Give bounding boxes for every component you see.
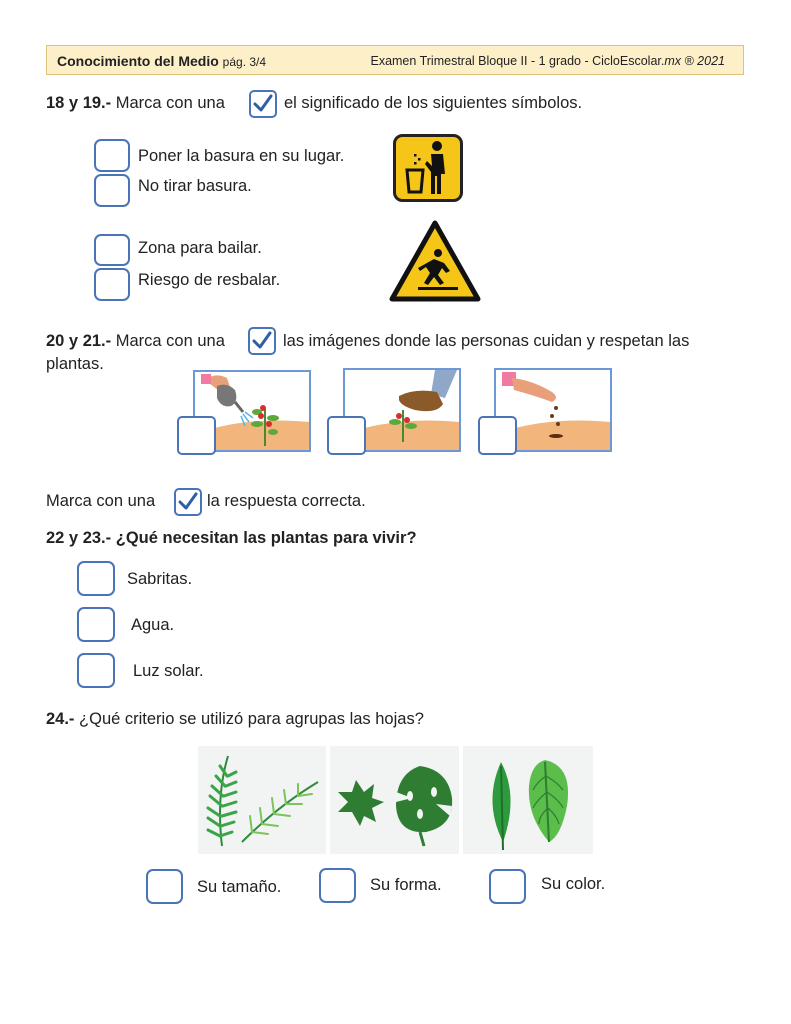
trash-bin-sign-icon [393, 134, 463, 202]
question-20-21: 20 y 21.- Marca con una [46, 332, 225, 350]
checked-checkbox-icon [174, 488, 202, 516]
leaf-group-green-leaves [463, 746, 593, 854]
checkbox-picture-2[interactable] [327, 416, 366, 455]
instruction-text-after: la respuesta correcta. [207, 492, 366, 510]
question-18-19: 18 y 19.- Marca con una [46, 94, 225, 112]
instruction-text: Marca con una [46, 492, 156, 510]
question-number: 20 y 21.- [46, 332, 112, 350]
checkbox-option-sabritas[interactable] [77, 561, 115, 596]
option-label: Luz solar. [133, 662, 204, 680]
question-text: ¿Qué criterio se utilizó para agrupas las hojas? [79, 710, 424, 728]
option-label: No tirar basura. [138, 177, 252, 195]
question-text: las imágenes donde las personas cuidan y respetan las [283, 332, 690, 350]
checkbox-option-agua[interactable] [77, 607, 115, 642]
option-label: Sabritas. [127, 570, 193, 588]
leaf-group-monstera [330, 746, 459, 854]
question-22-23 [46, 529, 417, 548]
checkbox-option-no-tirar[interactable] [94, 174, 130, 207]
checkbox-option-forma[interactable] [319, 868, 356, 903]
question-number: 24.- [46, 710, 75, 728]
option-label: Agua. [131, 616, 175, 634]
checkbox-option-tamano[interactable] [146, 869, 183, 904]
site-suffix: mx ® 2021 [664, 54, 725, 68]
page-header [46, 45, 744, 75]
slippery-floor-sign-icon [388, 219, 482, 303]
question-text: ¿Qué necesitan las plantas para vivir? [115, 529, 417, 547]
checkbox-picture-3[interactable] [478, 416, 517, 455]
option-label: Poner la basura en su lugar. [138, 147, 345, 165]
checked-checkbox-icon [248, 327, 276, 355]
option-label: Su forma. [370, 876, 442, 894]
question-text: el significado de los siguientes símbolos. [284, 94, 583, 112]
checkbox-option-luz-solar[interactable] [77, 653, 115, 688]
checkbox-option-bailar[interactable] [94, 234, 130, 266]
option-label: Zona para bailar. [138, 239, 262, 257]
checkbox-option-basura-lugar[interactable] [94, 139, 130, 172]
exam-title: Examen Trimestral Bloque II - 1 grado - CicloEscolar. [370, 54, 665, 68]
subject-title: Conocimiento del Medio [57, 53, 219, 69]
page-number: pág. 3/4 [222, 55, 267, 69]
option-label: Su color. [541, 875, 606, 893]
question-24 [46, 710, 424, 729]
checkbox-option-resbalar[interactable] [94, 268, 130, 301]
question-number: 22 y 23.- [46, 529, 112, 547]
question-number: 18 y 19.- [46, 94, 112, 112]
checked-checkbox-icon [249, 90, 277, 118]
question-text-line2: plantas. [46, 355, 104, 373]
checkbox-picture-1[interactable] [177, 416, 216, 455]
leaf-group-fern-palm [198, 746, 326, 854]
checkbox-option-color[interactable] [489, 869, 526, 904]
option-label: Riesgo de resbalar. [138, 271, 281, 289]
option-label: Su tamaño. [197, 878, 282, 896]
